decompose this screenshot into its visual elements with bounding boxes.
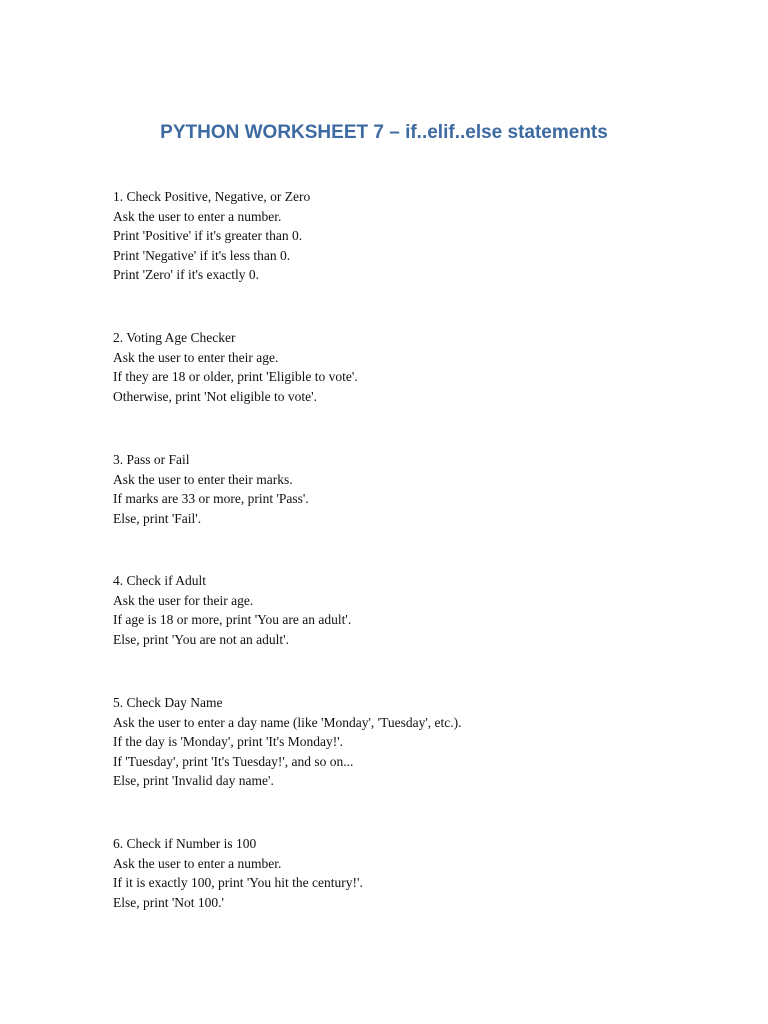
exercise-heading: 6. Check if Number is 100 — [113, 836, 257, 851]
exercise-instruction: If age is 18 or more, print 'You are an adult'. — [113, 612, 352, 627]
exercise-instruction: Ask the user to enter a number. — [113, 208, 282, 224]
exercise-instruction: Ask the user to enter their marks. — [113, 471, 293, 487]
exercise-heading: 3. Pass or Fail — [113, 452, 190, 467]
exercise-instruction: Print 'Zero' if it's exactly 0. — [113, 267, 260, 282]
exercise-6 — [113, 834, 713, 912]
exercise-heading: 5. Check Day Name — [113, 695, 223, 710]
exercise-instruction: Else, print 'Invalid day name'. — [113, 773, 274, 788]
exercise-instruction: If 'Tuesday', print 'It's Tuesday!', and so on... — [113, 753, 354, 769]
exercise-instruction: Print 'Positive' if it's greater than 0. — [113, 228, 303, 243]
exercise-instruction: If it is exactly 100, print 'You hit the century!'. — [113, 875, 363, 890]
exercise-instruction: Otherwise, print 'Not eligible to vote'. — [113, 388, 317, 404]
exercise-instruction: Else, print 'You are not an adult'. — [113, 631, 289, 647]
exercise-1 — [113, 187, 713, 285]
exercise-5 — [113, 693, 713, 791]
exercise-heading: 4. Check if Adult — [113, 573, 206, 588]
exercise-instruction: Else, print 'Not 100.' — [113, 894, 224, 910]
exercise-3 — [113, 450, 713, 528]
exercise-instruction: If the day is 'Monday', print 'It's Monday!'. — [113, 734, 344, 749]
exercise-instruction: If marks are 33 or more, print 'Pass'. — [113, 491, 309, 506]
exercise-instruction: If they are 18 or older, print 'Eligible to vote'. — [113, 369, 358, 384]
exercise-heading: 2. Voting Age Checker — [113, 330, 236, 345]
exercise-4 — [113, 571, 713, 649]
exercise-instruction: Ask the user for their age. — [113, 592, 254, 608]
exercise-instruction: Else, print 'Fail'. — [113, 510, 202, 526]
exercise-instruction: Ask the user to enter a day name (like 'Monday', 'Tuesday', etc.). — [113, 714, 462, 730]
page-title: PYTHON WORKSHEET 7 – if..elif..else statements — [160, 122, 608, 143]
exercise-instruction: Print 'Negative' if it's less than 0. — [113, 247, 291, 263]
exercise-instruction: Ask the user to enter their age. — [113, 349, 279, 365]
exercise-instruction: Ask the user to enter a number. — [113, 855, 282, 871]
exercise-2 — [113, 328, 713, 406]
exercise-heading: 1. Check Positive, Negative, or Zero — [113, 189, 311, 204]
